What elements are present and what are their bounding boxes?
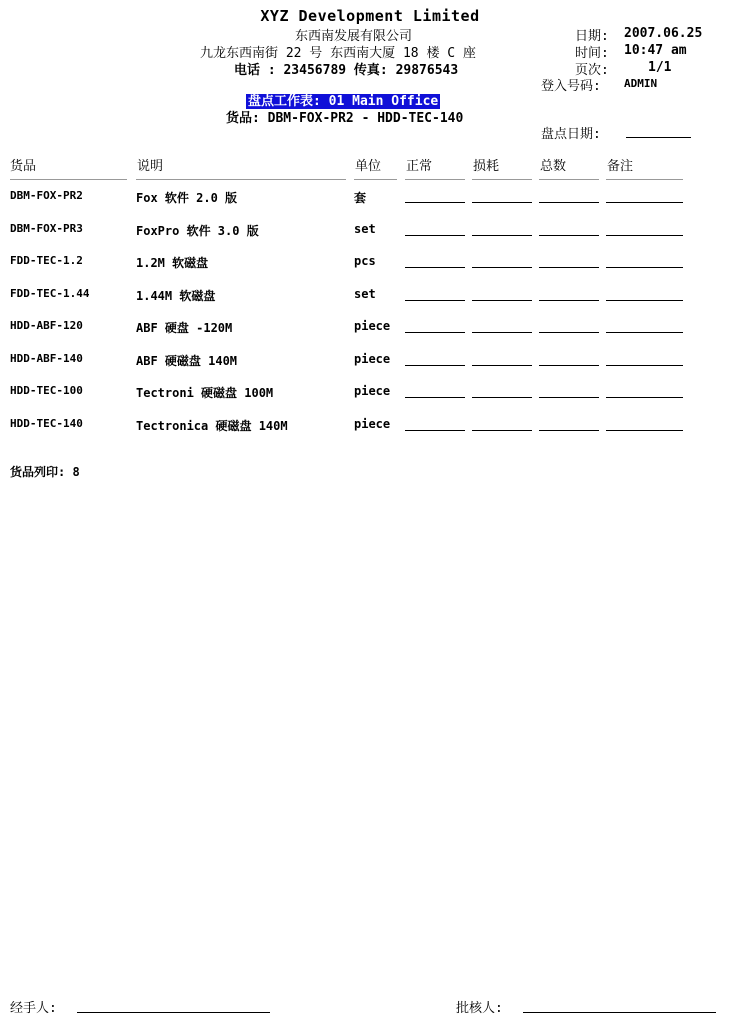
remark-blank (606, 202, 683, 203)
remark-blank (606, 267, 683, 268)
row-code: HDD-ABF-140 (10, 352, 83, 365)
date-value: 2007.06.25 (624, 26, 703, 41)
total-blank (539, 267, 599, 268)
row-unit: piece (354, 352, 391, 366)
row-code: DBM-FOX-PR3 (10, 222, 83, 235)
row-desc: Fox 软件 2.0 版 (136, 191, 238, 205)
remark-blank (606, 397, 683, 398)
report-title-text: 盘点工作表: 01 Main Office (248, 94, 439, 109)
row-unit: 套 (354, 191, 367, 205)
remark-blank (606, 235, 683, 236)
row-code: DBM-FOX-PR2 (10, 189, 83, 202)
normal-blank (405, 267, 465, 268)
date-label: 日期: (575, 29, 609, 44)
remark-blank (606, 332, 683, 333)
col-header-code: 货品 (10, 159, 37, 174)
count-date-blank (626, 137, 691, 138)
col-header-loss: 损耗 (473, 159, 500, 174)
approver-label: 批核人: (456, 1001, 503, 1016)
row-desc: ABF 硬盘 -120M (136, 321, 233, 335)
total-blank (539, 202, 599, 203)
normal-blank (405, 300, 465, 301)
row-desc: ABF 硬磁盘 140M (136, 354, 238, 368)
loss-blank (472, 235, 532, 236)
company-address: 九龙东西南街 22 号 东西南大厦 18 楼 C 座 (200, 46, 476, 61)
handler-signature-line (77, 1012, 270, 1013)
header-rule (136, 179, 346, 180)
company-name-cn: 东西南发展有限公司 (295, 29, 413, 44)
row-code: HDD-ABF-120 (10, 319, 83, 332)
loss-blank (472, 332, 532, 333)
total-blank (539, 430, 599, 431)
col-header-remark: 备注 (607, 159, 634, 174)
loss-blank (472, 267, 532, 268)
login-value: ADMIN (624, 77, 658, 90)
row-unit: pcs (354, 254, 376, 268)
loss-blank (472, 300, 532, 301)
remark-blank (606, 300, 683, 301)
report-range: 货品: DBM-FOX-PR2 - HDD-TEC-140 (226, 111, 464, 126)
items-printed: 货品列印: 8 (10, 465, 80, 479)
loss-blank (472, 430, 532, 431)
row-code: HDD-TEC-140 (10, 417, 83, 430)
row-desc: FoxPro 软件 3.0 版 (136, 224, 259, 238)
normal-blank (405, 235, 465, 236)
total-blank (539, 235, 599, 236)
total-blank (539, 332, 599, 333)
col-header-normal: 正常 (406, 159, 433, 174)
remark-blank (606, 365, 683, 366)
normal-blank (405, 202, 465, 203)
time-value: 10:47 am (624, 43, 687, 58)
col-header-unit: 单位 (355, 159, 382, 174)
count-date-label: 盘点日期: (541, 127, 601, 142)
header-rule (539, 179, 599, 180)
row-unit: piece (354, 384, 391, 398)
row-code: HDD-TEC-100 (10, 384, 83, 397)
page-label: 页次: (575, 63, 609, 78)
normal-blank (405, 365, 465, 366)
login-label: 登入号码: (541, 79, 601, 94)
row-unit: piece (354, 417, 391, 431)
row-desc: Tectroni 硬磁盘 100M (136, 386, 274, 400)
approver-signature-line (523, 1012, 716, 1013)
row-unit: set (354, 222, 376, 236)
remark-blank (606, 430, 683, 431)
handler-label: 经手人: (10, 1001, 57, 1016)
normal-blank (405, 397, 465, 398)
loss-blank (472, 202, 532, 203)
total-blank (539, 365, 599, 366)
loss-blank (472, 365, 532, 366)
row-desc: Tectronica 硬磁盘 140M (136, 419, 288, 433)
normal-blank (405, 332, 465, 333)
row-desc: 1.2M 软磁盘 (136, 256, 209, 270)
row-desc: 1.44M 软磁盘 (136, 289, 216, 303)
normal-blank (405, 430, 465, 431)
header-rule (405, 179, 465, 180)
row-code: FDD-TEC-1.44 (10, 287, 90, 300)
header-rule (606, 179, 683, 180)
header-rule (10, 179, 127, 180)
row-unit: piece (354, 319, 391, 333)
time-label: 时间: (575, 46, 609, 61)
total-blank (539, 397, 599, 398)
total-blank (539, 300, 599, 301)
page-value: 1/1 (648, 60, 672, 75)
loss-blank (472, 397, 532, 398)
row-unit: set (354, 287, 376, 301)
row-code: FDD-TEC-1.2 (10, 254, 83, 267)
col-header-total: 总数 (540, 159, 567, 174)
header-rule (472, 179, 532, 180)
company-phone-fax: 电话 : 23456789 传真: 29876543 (234, 63, 459, 78)
col-header-desc: 说明 (137, 159, 164, 174)
header-rule (354, 179, 397, 180)
company-name-en: XYZ Development Limited (260, 7, 480, 25)
